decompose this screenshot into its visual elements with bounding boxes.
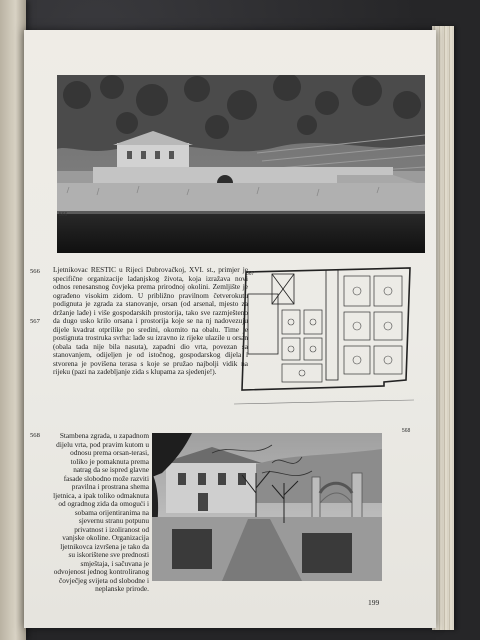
- page-number: 199: [368, 598, 380, 607]
- site-plan-image: [234, 264, 414, 428]
- photo-villa-waterfront: [57, 75, 425, 253]
- photo-image: [57, 75, 425, 253]
- left-page-edge: [0, 0, 26, 640]
- caption-villa-description: Stambena zgrada, u zapadnom dijelu vrta, pod pravim kutom u odnosu prema orsan-terasi, toliko je pomaknuta prema natrag da se ispred glavne fasade slobodno može razviti pravilna i prostrana shema ljetnica, a ipak toliko odmaknuta od ogradnog zida da omogući i sobama orijentiranima na sjevernu stranu potpunu privatnost i izoliranost od vanjske okoline. Organizacija ljetnikovca izvršena je tako da su iskorištene sve prednosti smještaja, i sačuvana je odvojenost jednog kontroliranog čovječjeg svijeta od slobodne i neplanske prirode.: [53, 431, 149, 593]
- photo-villa-garden: [152, 433, 382, 581]
- site-plan-drawing: [234, 264, 414, 428]
- figure-number-567: 567: [246, 271, 255, 277]
- figure-number-566: 566: [59, 212, 68, 218]
- caption-number-568: 568: [30, 432, 40, 439]
- book-page: [24, 30, 436, 628]
- photo-garden-image: [152, 433, 382, 581]
- caption-restic-description: Ljetnikovac RESTIC u Rijeci Dubrovačkoj, XVI. st., primjer je specifične organizacije ladanjskog života, koja izražava novi odnos renesansnog čovjeka prema prirodnoj okolini. Zemljište je ograđeno visokim zidom. U približno pravilnom četverokutu podignuta je zgrada za stanovanje, orsan (od arsenal, mjesto za držanje lađe) i više gospodarskih prostorija, tako sve razmješteno da dugo usko krilo orsana i prostorija koje se na nj nadovezuju dijele kvadrat otprilike po sredini, okomito na obalu. Time je postignuta trostruka svrha: lađe su izravno iz rijeke ulazile u orsan (obala tada nije bila nasuta), zapadni dio vrta, povezan sa stanovanjem, odijeljen je od istočnog, gospodarskog dijela i stvorena je povišena terasa s koje se pružao najbolji vidik na rijeku (pazi na zadebljanje zida s klupama za sjedenje!).: [53, 265, 248, 376]
- caption-number-567: 567: [30, 318, 40, 325]
- caption-number-566: 566: [30, 268, 40, 275]
- figure-number-568-plan: 568: [402, 428, 411, 434]
